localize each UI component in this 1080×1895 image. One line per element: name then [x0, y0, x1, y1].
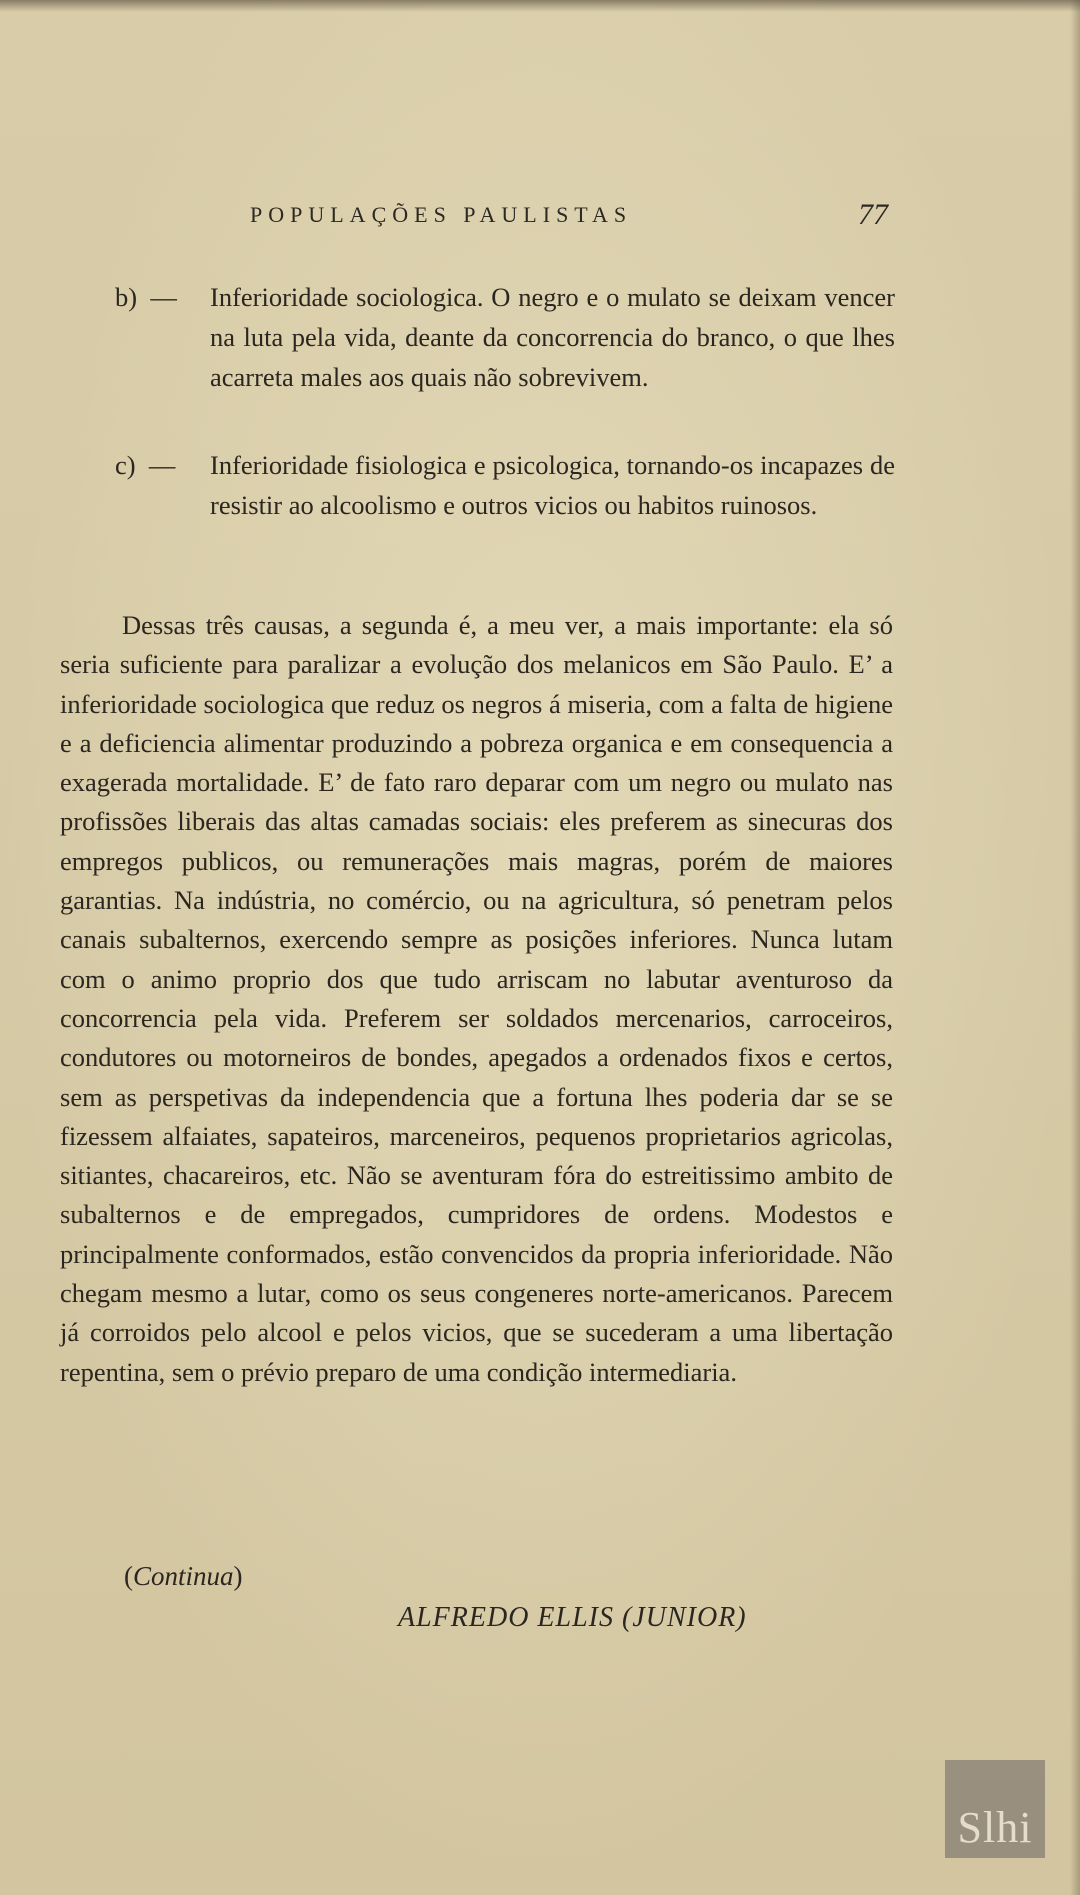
- list-item-marker: c) —: [115, 450, 176, 480]
- list-item-text: Inferioridade fisiologica e psicologica, tornando-os incapazes de resistir ao alcoolismo e outros vicios ou habitos ruinosos.: [210, 450, 895, 520]
- continua-close-paren: ): [233, 1561, 243, 1591]
- page-right-edge-shadow: [1070, 0, 1080, 1895]
- body-paragraph: Dessas três causas, a segunda é, a meu ver, a mais importante: ela só seria suficiente para paralizar a evolução dos melanicos em São Paulo. E’ a inferioridade sociologica que reduz os negros á miseria, com a falta de higiene e a deficiencia alimentar produzindo a pobreza organica e em consequencia a exagerada mortalidade. E’ de fato raro deparar com um negro ou mulato nas profissões liberais das altas camadas sociais: eles preferem as sinecuras dos empregos publicos, ou remunerações mais magras, porém de maiores garantias. Na indústria, no comércio, ou na agricultura, só penetram pelos canais subalternos, exercendo sempre as posições inferiores. Nunca lutam com o animo proprio dos que tudo arriscam no labutar aventuroso da concorrencia pela vida. Preferem ser soldados mercenarios, carroceiros, condutores ou motorneiros de bondes, apegados a ordenados fixos e certos, sem as perspetivas da independencia que a fortuna lhes poderia dar se se fizessem alfaiates, sapateiros, marceneiros, pequenos proprietarios agricolas, sitiantes, chacareiros, etc. Não se aventuram fóra do estreitissimo ambito de subalternos e de empregados, cumpridores de ordens. Modestos e principalmente conformados, estão convencidos da propria inferioridade. Não chegam mesmo a lutar, como os seus congeneres norte-americanos. Parecem já corroidos pelo alcool e pelos vicios, que se sucederam a uma libertação repentina, sem o prévio preparo de uma condição intermediaria.: [60, 610, 893, 1387]
- list-item-marker: b) —: [115, 282, 177, 312]
- list-item-c: [115, 445, 895, 525]
- running-title: POPULAÇÕES PAULISTAS: [250, 202, 633, 227]
- list-item-text: Inferioridade sociologica. O negro e o mulato se deixam vencer na luta pela vida, deante da concorrencia do branco, o que lhes acarreta males aos quais não sobrevivem.: [210, 282, 895, 392]
- watermark-text: Slhi: [957, 1803, 1033, 1852]
- continua-note: [124, 1561, 243, 1592]
- page-number: 77: [858, 198, 888, 231]
- list-item-b: [115, 277, 895, 397]
- continua-open-paren: (: [124, 1561, 133, 1591]
- author-signature: ALFREDO ELLIS (JUNIOR): [398, 1602, 747, 1633]
- library-watermark-stamp: [945, 1760, 1045, 1858]
- continua-word: Continua: [133, 1561, 234, 1591]
- page-top-edge-shadow: [0, 0, 1080, 12]
